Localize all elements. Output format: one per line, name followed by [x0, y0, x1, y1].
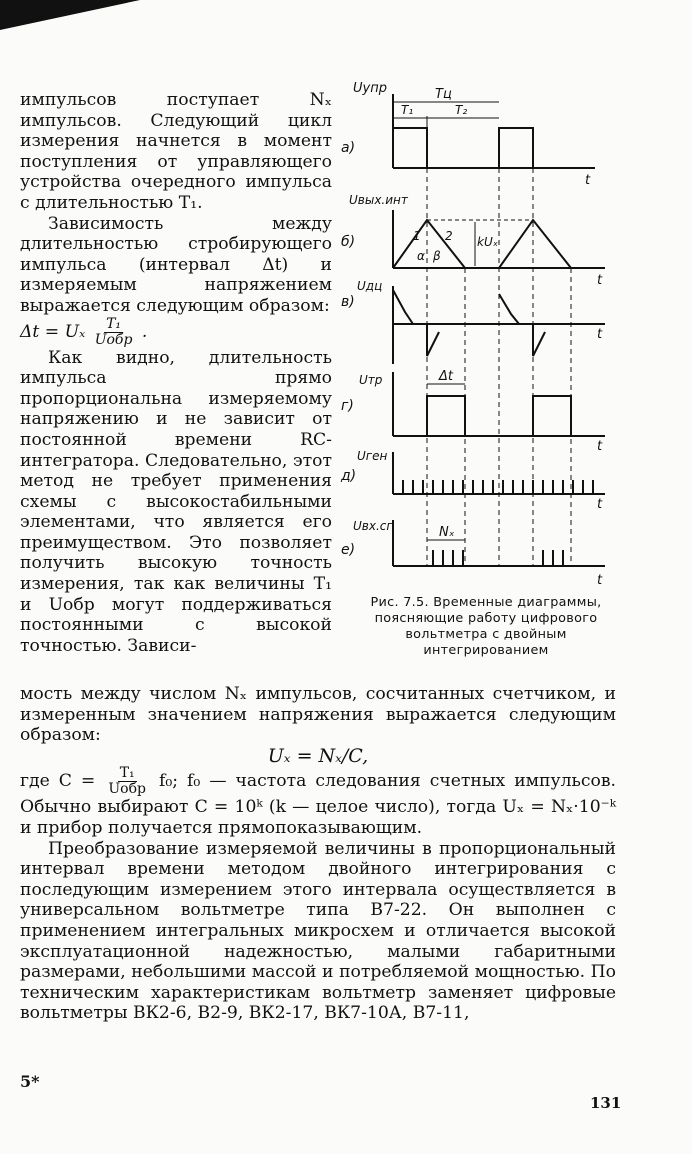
label-nx: Nₓ — [439, 525, 455, 540]
panel-d: г) — [341, 398, 354, 414]
label-t2: T₂ — [455, 103, 468, 117]
delta-t-formula — [20, 317, 332, 348]
label-u-tr: Uтр — [359, 373, 383, 387]
t-axis-d: t — [597, 439, 603, 454]
panel-f: е) — [341, 542, 356, 558]
left-column-text — [20, 90, 332, 656]
formula-tail: . — [141, 321, 148, 342]
integrator-ramp-2 — [499, 220, 571, 268]
diff-spike-3 — [499, 294, 519, 324]
t-axis-c: t — [597, 327, 603, 342]
strobe-pulse-2 — [533, 396, 571, 436]
ux-formula: Uₓ = Nₓ/C, — [267, 744, 369, 767]
label-k-ux: kUₓ — [477, 235, 499, 249]
paragraph-6: Преобразование измеряемой величины в пропорциональный интервал времени методом двойного интегрирования с последующим измерением этого интервала осуществляется в универсальном вольтметре типа В7-22. Он выполнен с применением интегральных микросхем и отличается высокой эксплуатационной надежностью, малыми габаритными размерами, небольшими массой и потребляемой мощностью. По техническим характеристикам вольтметр заменяет цифровые вольтметры ВК2-6, В2-9, ВК2-17, ВК7-10А, В7-11, — [20, 838, 616, 1024]
timing-diagram — [335, 80, 635, 595]
full-width-text — [20, 684, 616, 1024]
integrator-ramp-1 — [393, 220, 465, 268]
page-number: 131 — [590, 1094, 622, 1112]
formula-numerator: T₁ — [106, 315, 122, 332]
diff-spike-2 — [427, 324, 439, 356]
panel-a: а) — [341, 140, 356, 156]
guide-lines — [427, 168, 571, 566]
label-beta: β — [433, 249, 441, 263]
formula-fraction — [93, 317, 135, 348]
panel-e: д) — [341, 468, 357, 484]
formula-lhs: Δt = Uₓ — [20, 321, 86, 342]
label-t1: T₁ — [401, 103, 414, 117]
t-axis-b: t — [597, 273, 603, 288]
label-dt: Δt — [439, 369, 453, 384]
label-u-vyh-int: Uвых.инт — [349, 193, 408, 207]
strobe-pulse-1 — [427, 396, 465, 436]
pulse-a-1 — [393, 128, 427, 168]
c-formula-denominator: Uобр — [108, 781, 146, 798]
label-u-vx-sc: Uвх.сг — [353, 519, 393, 533]
page-corner-shadow — [0, 0, 140, 34]
label-tc: Tц — [435, 87, 452, 102]
paragraph-5 — [20, 766, 616, 838]
t-axis-f: t — [597, 573, 603, 588]
counter-pulses — [433, 550, 563, 566]
formula-denominator: Uобр — [94, 331, 133, 348]
c-formula-start: где C = — [20, 771, 96, 792]
t-axis-e: t — [597, 497, 603, 512]
label-ramp-2: 2 — [445, 229, 453, 243]
signature-mark: 5* — [20, 1072, 40, 1091]
label-u-dc: Uдц — [357, 279, 383, 293]
paragraph-2: Зависимость между длительностью стробирующего импульса (интервал Δt) и измеряемым напряжением выражается следующим образом: — [20, 213, 332, 316]
diff-spike-1 — [393, 290, 413, 324]
timing-diagram-figure — [335, 80, 635, 595]
label-u-upr: Uупр — [353, 81, 387, 96]
panel-b: б) — [341, 234, 356, 250]
label-ramp-1: 1 — [413, 229, 421, 243]
paragraph-4-continued: мость между числом Nₓ импульсов, сосчитанных счетчиком, и измеренным значением напряжения выражается следующим образом: — [20, 684, 616, 746]
label-u-gen: Uген — [357, 449, 388, 463]
c-formula-fraction — [106, 766, 148, 797]
figure-caption: Рис. 7.5. Временные диаграммы, поясняющие работу цифрового вольтметра с двойным интегрированием — [370, 595, 602, 658]
paragraph-3: Как видно, длительность импульса прямо пропорциональна измеряемому напряжению и не зависит от постоянной времени RC-интегратора. Следовательно, этот метод не требует применения схемы с высокостабильными элементами, что является его преимуществом. Это позволяет получить высокую точность измерения, так как величины T₁ и Uобр могут поддерживаться постоянными с высокой точностью. Зависи- — [20, 347, 332, 656]
c-formula-rest: f₀; f₀ — частота следования счетных импульсов. Обычно выбирают C = 10ᵏ (k — целое число), тогда Uₓ = Nₓ·10⁻ᵏ и прибор получается прямопоказывающим. — [20, 771, 616, 838]
t-axis-a: t — [585, 173, 591, 188]
label-alpha: α — [417, 249, 425, 263]
generator-pulses — [403, 480, 593, 494]
c-formula-numerator: T₁ — [119, 765, 135, 782]
paragraph-1: импульсов поступает Nₓ импульсов. Следующий цикл измерения начнется в момент поступления от управляющего устройства очередного импульса с длительностью T₁. — [20, 90, 332, 213]
pulse-a-2 — [499, 128, 533, 168]
panel-c: в) — [341, 294, 355, 310]
diff-spike-4 — [533, 324, 545, 356]
